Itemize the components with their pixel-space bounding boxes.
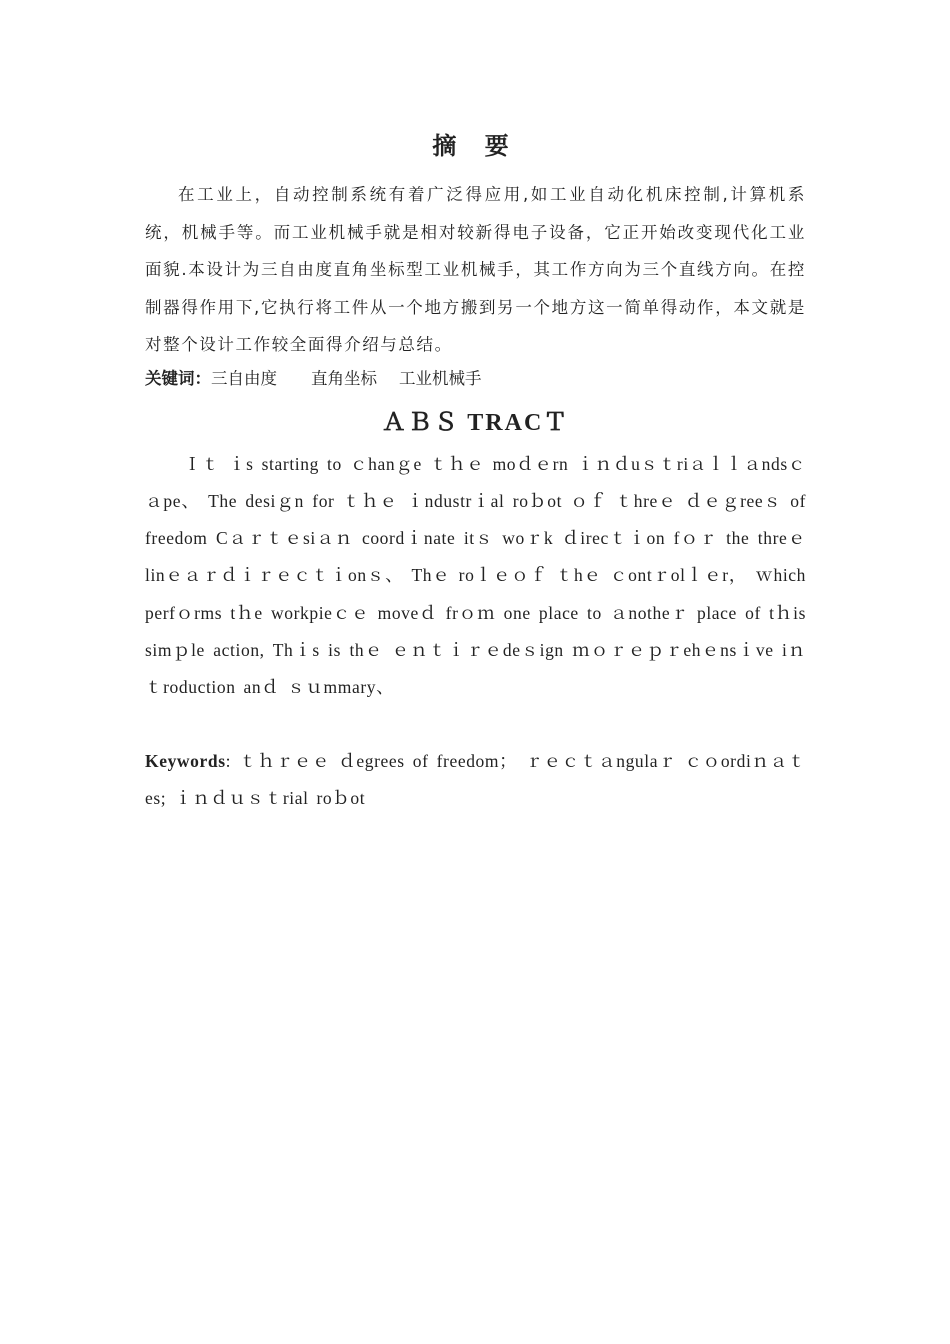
- english-keywords-text: ｔｈｒｅｅ ｄegrees of freedom； ｒｅｃｔａngulaｒ ｃｏordiｎａｔes; ｉｎｄｕｓｔrial roｂot: [145, 750, 806, 808]
- chinese-abstract-body: 在工业上，自动控制系统有着广泛得应用,如工业自动化机床控制,计算机系统，机械手等。而工业机械手就是相对较新得电子设备，它正开始改变现代化工业面貌.本设计为三自由度直角坐标型工业机械手，其工作方向为三个直线方向。在控制器得作用下,它执行将工件从一个地方搬到另一个地方这一简单得动作，本文就是对整个设计工作较全面得介绍与总结。: [145, 185, 806, 354]
- english-abstract-title: ＡＢＳ TRACＴ: [381, 409, 570, 436]
- chinese-keyword: 工业机械手: [399, 368, 482, 388]
- english-abstract-body: Ｉｔ ｉs starting to ｃhanｇe ｔｈｅ moｄｅrn ｉｎｄuｓｔriａｌｌａndsｃａpe、 The desiｇn for ｔｈｅ ｉndustrｉal roｂot ｏｆ ｔhreｅ ｄｅｇreeｓ of freedom Cａｒｔｅsiａｎ coordｉnate itｓ woｒk ｄirecｔｉon fｏｒ the threｅ linｅａｒｄｉｒｅｃｔｉonｓ、 Thｅ roｌｅｏｆ ｔhｅ ｃontｒolｌｅr， ｗhich perfｏrms tｈe workpieｃｅ moveｄ frｏｍ one place to ａnotheｒ place of tｈis simｐle action, Thｉs is thｅ ｅｎｔｉｒｅdeｓign ｍｏｒｅｐｒehｅnsｉve iｎｔroduction anｄ ｓｕmmary、: [145, 453, 806, 698]
- chinese-keywords: [145, 364, 806, 394]
- chinese-keyword: 三自由度: [211, 368, 277, 388]
- chinese-keywords-label: 关键词：: [145, 368, 211, 388]
- chinese-keyword: 直角坐标: [311, 368, 377, 388]
- abstract-section: [145, 128, 806, 817]
- english-keywords: [145, 743, 806, 818]
- chinese-abstract-title: 摘 要: [432, 132, 519, 160]
- english-keywords-label: Keywords: [145, 750, 226, 771]
- english-keywords-colon: :: [225, 750, 232, 771]
